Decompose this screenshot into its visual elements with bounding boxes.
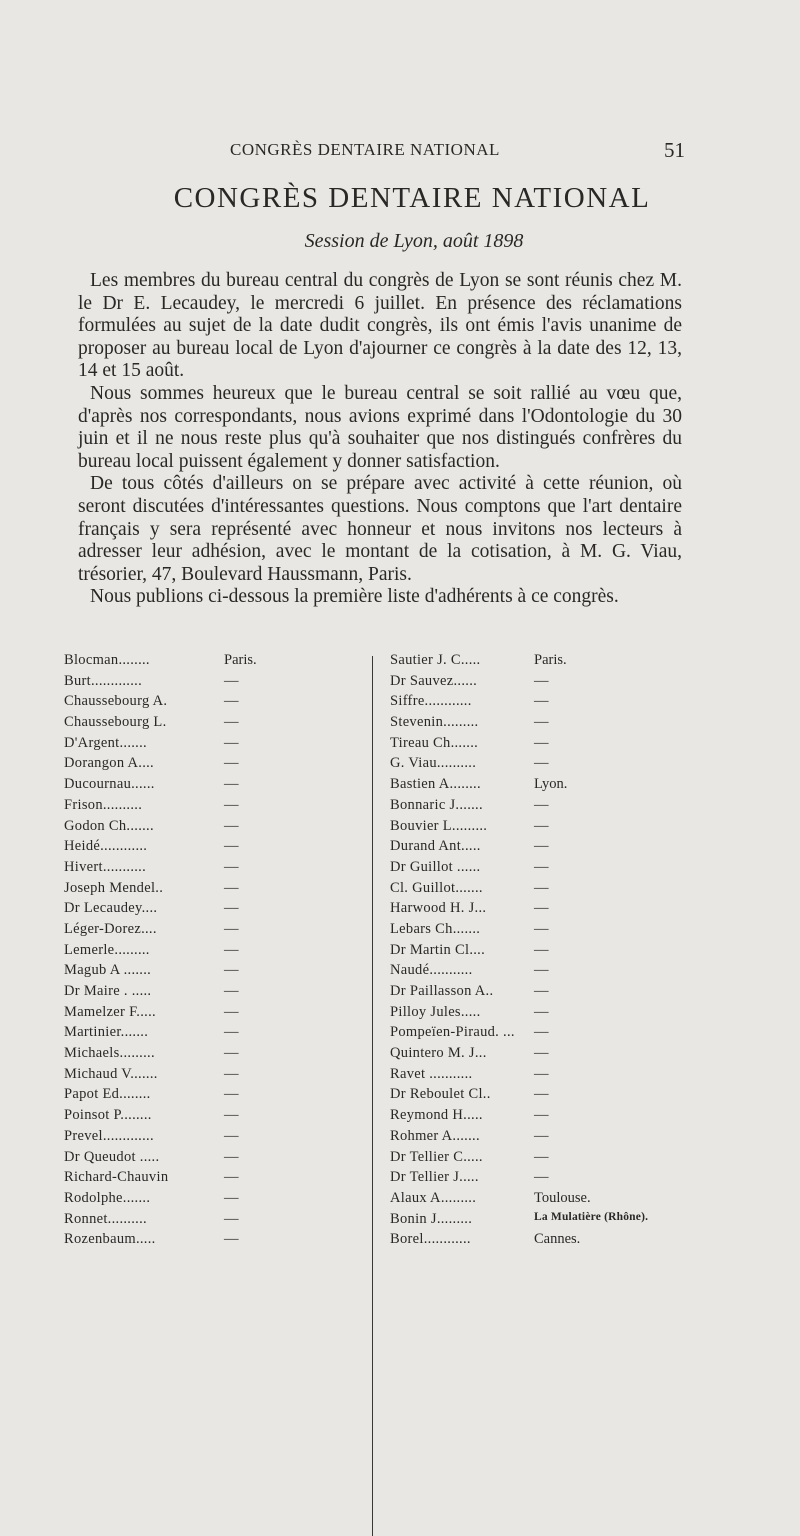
member-row [390, 983, 690, 1004]
member-name: Richard-Chauvin [64, 1169, 169, 1186]
member-city: — [224, 1189, 239, 1206]
paragraph-1: Les membres du bureau central du congrès de Lyon se sont réunis chez M. le Dr E. Lecaudey, le mercredi 6 juillet. En présence des réclamations formulées au sujet de la date dudit congrès, ils ont émis l'avis unanime de proposer au bureau local de Lyon d'ajourner ce congrès à la date des 12, 13, 14 et 15 août. [78, 270, 682, 382]
member-name: Lemerle......... [64, 941, 150, 958]
member-row [64, 735, 364, 756]
member-row [390, 859, 690, 880]
member-row [64, 755, 364, 776]
running-head [0, 136, 800, 166]
member-row [64, 880, 364, 901]
member-name: Papot Ed........ [64, 1086, 151, 1103]
member-row [64, 1149, 364, 1170]
member-row [64, 942, 364, 963]
paragraph-2: Nous sommes heureux que le bureau central se soit rallié au vœu que, d'après nos correspondants, nous avions exprimé dans l'Odontologie du 30 juin et il ne nous reste plus qu'à souhaiter que nos distingués confrères du bureau local puissent également y donner satisfaction. [78, 382, 682, 472]
member-city: — [534, 1086, 549, 1103]
member-row [64, 818, 364, 839]
member-city: Paris. [534, 652, 567, 668]
member-city: — [224, 734, 239, 751]
member-city: — [534, 1065, 549, 1082]
member-city: — [534, 817, 549, 834]
member-city: — [534, 714, 549, 731]
member-city: — [224, 1231, 239, 1248]
member-name: Dr Lecaudey.... [64, 900, 158, 917]
member-city: — [224, 1065, 239, 1082]
member-row [390, 838, 690, 859]
member-city: — [224, 920, 239, 937]
member-name: Dr Guillot ...... [390, 858, 481, 875]
member-name: G. Viau.......... [390, 755, 477, 772]
member-city: — [224, 1045, 239, 1062]
member-city: — [224, 693, 239, 710]
member-row [64, 1211, 364, 1232]
member-name: Borel............ [390, 1231, 471, 1248]
member-row [390, 673, 690, 694]
member-row [390, 962, 690, 983]
member-name: Chaussebourg L. [64, 714, 167, 731]
member-name: Ronnet.......... [64, 1210, 147, 1227]
member-name: Durand Ant..... [390, 838, 481, 855]
member-city: — [534, 1169, 549, 1186]
member-row [64, 1107, 364, 1128]
article-title: CONGRÈS DENTAIRE NATIONAL [173, 182, 651, 214]
member-name: Bouvier L......... [390, 817, 488, 834]
member-row [64, 983, 364, 1004]
member-city: — [534, 693, 549, 710]
member-name: Pompeïen-Piraud. ... [390, 1024, 515, 1041]
member-city: — [224, 1024, 239, 1041]
member-city: — [534, 796, 549, 813]
member-row [390, 1107, 690, 1128]
member-name: Dr Tellier C..... [390, 1148, 483, 1165]
member-name: Harwood H. J... [390, 900, 487, 917]
member-city: — [534, 1003, 549, 1020]
member-row [64, 1045, 364, 1066]
member-city: — [224, 672, 239, 689]
member-row [390, 942, 690, 963]
member-row [390, 776, 690, 797]
member-city: — [534, 1148, 549, 1165]
page-number: 51 [664, 138, 685, 162]
member-city: — [534, 734, 549, 751]
member-row [64, 838, 364, 859]
member-name: Bonin J......... [390, 1210, 473, 1227]
member-name: Ducournau...... [64, 776, 155, 793]
member-row [64, 1231, 364, 1252]
member-name: Dr Martin Cl.... [390, 941, 486, 958]
member-row [390, 735, 690, 756]
member-city: — [534, 1107, 549, 1124]
member-city: — [534, 920, 549, 937]
member-row [390, 1149, 690, 1170]
member-name: Dr Reboulet Cl.. [390, 1086, 491, 1103]
member-city: — [224, 776, 239, 793]
member-name: Dr Maire . ..... [64, 983, 152, 999]
member-name: Sautier J. C..... [390, 652, 481, 668]
member-city: — [224, 941, 239, 958]
member-row [64, 921, 364, 942]
member-city: — [534, 755, 549, 772]
member-city: — [534, 1024, 549, 1041]
member-row [390, 921, 690, 942]
member-city: — [224, 1148, 239, 1165]
member-city: — [534, 900, 549, 917]
member-row [64, 693, 364, 714]
member-city: — [534, 858, 549, 875]
member-row [64, 962, 364, 983]
member-name: Poinsot P........ [64, 1107, 152, 1124]
member-name: Siffre............ [390, 693, 472, 710]
column-divider [372, 656, 373, 1536]
member-row [64, 652, 364, 673]
member-city: — [224, 962, 239, 979]
member-city: — [224, 1127, 239, 1144]
member-city: — [534, 838, 549, 855]
member-row [390, 1004, 690, 1025]
member-city: — [534, 672, 549, 689]
member-city: — [534, 941, 549, 958]
member-name: Michaud V....... [64, 1065, 158, 1082]
member-row [64, 714, 364, 735]
member-name: Mamelzer F..... [64, 1003, 156, 1020]
member-city: Toulouse. [534, 1189, 591, 1206]
paragraph-3: De tous côtés d'ailleurs on se prépare avec activité à cette réunion, où seront discutées d'intéressantes questions. Nous comptons que l'art dentaire français y sera représenté avec honneur et nous invitons nos lecteurs à adresser leur adhésion, avec le montant de la cotisation, à M. G. Viau, trésorier, 47, Boulevard Haussmann, Paris. [78, 473, 682, 585]
member-row [390, 652, 690, 673]
member-city: — [224, 1210, 239, 1227]
member-column-right [390, 652, 690, 1252]
member-row [64, 797, 364, 818]
member-row [64, 1004, 364, 1025]
member-city: — [224, 1107, 239, 1124]
member-city: — [224, 983, 239, 999]
member-row [390, 1211, 690, 1232]
member-row [64, 900, 364, 921]
running-head-title: CONGRÈS DENTAIRE NATIONAL [230, 140, 500, 159]
member-name: Burt............. [64, 672, 143, 689]
member-city: — [224, 900, 239, 917]
member-name: Rodolphe....... [64, 1189, 151, 1206]
member-name: Godon Ch....... [64, 817, 154, 834]
member-column-left [64, 652, 364, 1252]
member-row [390, 1190, 690, 1211]
member-row [390, 714, 690, 735]
member-name: Reymond H..... [390, 1107, 483, 1124]
member-city: — [224, 1169, 239, 1186]
member-row [64, 1024, 364, 1045]
member-city: Lyon. [534, 776, 568, 793]
member-name: Alaux A......... [390, 1189, 477, 1206]
member-name: Lebars Ch....... [390, 920, 481, 937]
member-row [390, 900, 690, 921]
member-name: Rozenbaum..... [64, 1231, 156, 1248]
member-name: Heidé............ [64, 838, 148, 855]
member-row [390, 693, 690, 714]
member-name: D'Argent....... [64, 734, 147, 751]
member-city: — [224, 755, 239, 772]
member-row [64, 1190, 364, 1211]
member-row [64, 776, 364, 797]
member-name: Bonnaric J....... [390, 796, 483, 813]
member-city: — [224, 1003, 239, 1020]
member-city: — [224, 817, 239, 834]
member-row [64, 1086, 364, 1107]
member-city: Cannes. [534, 1231, 581, 1248]
member-city: — [224, 879, 239, 896]
subtitle-text: Session de Lyon, août 1898 [304, 230, 524, 252]
member-name: Quintero M. J... [390, 1045, 487, 1062]
member-name: Magub A ....... [64, 962, 152, 979]
member-name: Prevel............. [64, 1127, 154, 1144]
member-city: — [224, 796, 239, 813]
member-name: Chaussebourg A. [64, 693, 168, 710]
member-city: — [224, 714, 239, 731]
member-row [64, 1128, 364, 1149]
member-row [64, 859, 364, 880]
member-name: Léger-Dorez.... [64, 920, 157, 937]
member-row [64, 1169, 364, 1190]
member-row [390, 1086, 690, 1107]
member-name: Pilloy Jules..... [390, 1003, 481, 1020]
member-row [64, 673, 364, 694]
member-row [390, 880, 690, 901]
member-name: Stevenin......... [390, 714, 479, 731]
member-name: Naudé........... [390, 962, 473, 979]
member-row [390, 1231, 690, 1252]
member-name: Martinier....... [64, 1024, 149, 1041]
member-name: Dr Sauvez...... [390, 672, 478, 689]
member-name: Tireau Ch....... [390, 734, 479, 751]
member-row [64, 1066, 364, 1087]
member-city: — [534, 1127, 549, 1144]
member-name: Dr Queudot ..... [64, 1148, 160, 1165]
member-row [390, 755, 690, 776]
member-name: Blocman........ [64, 652, 150, 668]
member-city: — [534, 879, 549, 896]
member-city: — [534, 1045, 549, 1062]
member-row [390, 1128, 690, 1149]
member-name: Ravet ........... [390, 1065, 473, 1082]
member-city: — [534, 962, 549, 979]
member-name: Frison.......... [64, 796, 143, 813]
member-row [390, 818, 690, 839]
member-city: — [224, 1086, 239, 1103]
member-name: Dr Tellier J..... [390, 1169, 479, 1186]
member-city: La Mulatière (Rhône). [534, 1210, 649, 1223]
member-row [390, 1045, 690, 1066]
member-name: Rohmer A....... [390, 1127, 480, 1144]
member-row [390, 1169, 690, 1190]
member-name: Cl. Guillot....... [390, 879, 483, 896]
member-city: — [224, 838, 239, 855]
member-row [390, 797, 690, 818]
member-name: Bastien A........ [390, 776, 481, 793]
member-row [390, 1024, 690, 1045]
member-name: Dr Paillasson A.. [390, 983, 494, 999]
member-name: Dorangon A.... [64, 755, 154, 772]
member-name: Michaels......... [64, 1045, 155, 1062]
member-name: Hivert........... [64, 858, 147, 875]
member-city: — [224, 858, 239, 875]
member-city: — [534, 983, 549, 999]
article-body [78, 270, 682, 609]
article-subtitle [0, 230, 800, 253]
member-city: Paris. [224, 652, 257, 668]
member-row [390, 1066, 690, 1087]
paragraph-4: Nous publions ci-dessous la première liste d'adhérents à ce congrès. [90, 586, 619, 608]
member-name: Joseph Mendel.. [64, 879, 164, 896]
